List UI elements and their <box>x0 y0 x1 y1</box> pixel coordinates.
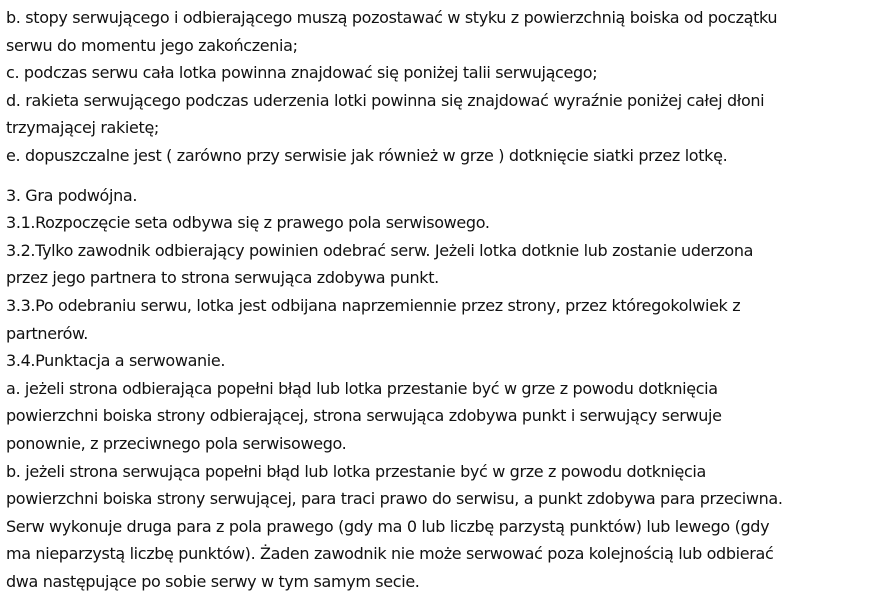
text-line: d. rakieta serwującego podczas uderzenia lotki powinna się znajdować wyraźnie poniżej całej dłoni <box>6 90 765 110</box>
text-line: ponownie, z przeciwnego pola serwisowego. <box>6 433 347 453</box>
text-line: ma nieparzystą liczbę punktów). Żaden zawodnik nie może serwować poza kolejnością lub odbierać <box>6 544 774 564</box>
section-heading: 3. Gra podwójna. <box>6 185 138 205</box>
text-line: przez jego partnera to strona serwująca zdobywa punkt. <box>6 268 439 288</box>
text-line: powierzchni boiska strony serwującej, para traci prawo do serwisu, a punkt zdobywa para przeciwna. <box>6 489 783 509</box>
text-line: dwa następujące po sobie serwy w tym samym secie. <box>6 571 420 591</box>
paragraph-serve-rules <box>6 4 868 170</box>
text-line: 3.3.Po odebraniu serwu, lotka jest odbijana naprzemiennie przez strony, przez któregokolwiek z <box>6 295 741 315</box>
text-line: trzymającej rakietę; <box>6 118 159 138</box>
text-line: a. jeżeli strona odbierająca popełni błąd lub lotka przestanie być w grze z powodu dotknięcia <box>6 378 718 398</box>
text-line: b. jeżeli strona serwująca popełni błąd lub lotka przestanie być w grze z powodu dotknięcia <box>6 461 706 481</box>
text-line: c. podczas serwu cała lotka powinna znajdować się poniżej talii serwującego; <box>6 63 598 83</box>
text-line: 3.1.Rozpoczęcie seta odbywa się z prawego pola serwisowego. <box>6 213 490 233</box>
paragraph-spacer <box>6 170 868 182</box>
text-line: b. stopy serwującego i odbierającego muszą pozostawać w styku z powierzchnią boiska od początku <box>6 8 778 27</box>
paragraph-doubles-rules <box>6 182 868 596</box>
text-line: 3.4.Punktacja a serwowanie. <box>6 351 226 371</box>
text-line: e. dopuszczalne jest ( zarówno przy serwisie jak również w grze ) dotknięcie siatki przez lotkę. <box>6 145 728 165</box>
text-line: Serw wykonuje druga para z pola prawego (gdy ma 0 lub liczbę parzystą punktów) lub lewego (gdy <box>6 516 770 536</box>
text-line: 3.2.Tylko zawodnik odbierający powinien odebrać serw. Jeżeli lotka dotknie lub zostanie uderzona <box>6 240 754 260</box>
document-page <box>6 4 868 595</box>
text-line: serwu do momentu jego zakończenia; <box>6 35 298 55</box>
text-line: partnerów. <box>6 323 89 343</box>
text-line: powierzchni boiska strony odbierającej, strona serwująca zdobywa punkt i serwujący serwuje <box>6 406 722 426</box>
